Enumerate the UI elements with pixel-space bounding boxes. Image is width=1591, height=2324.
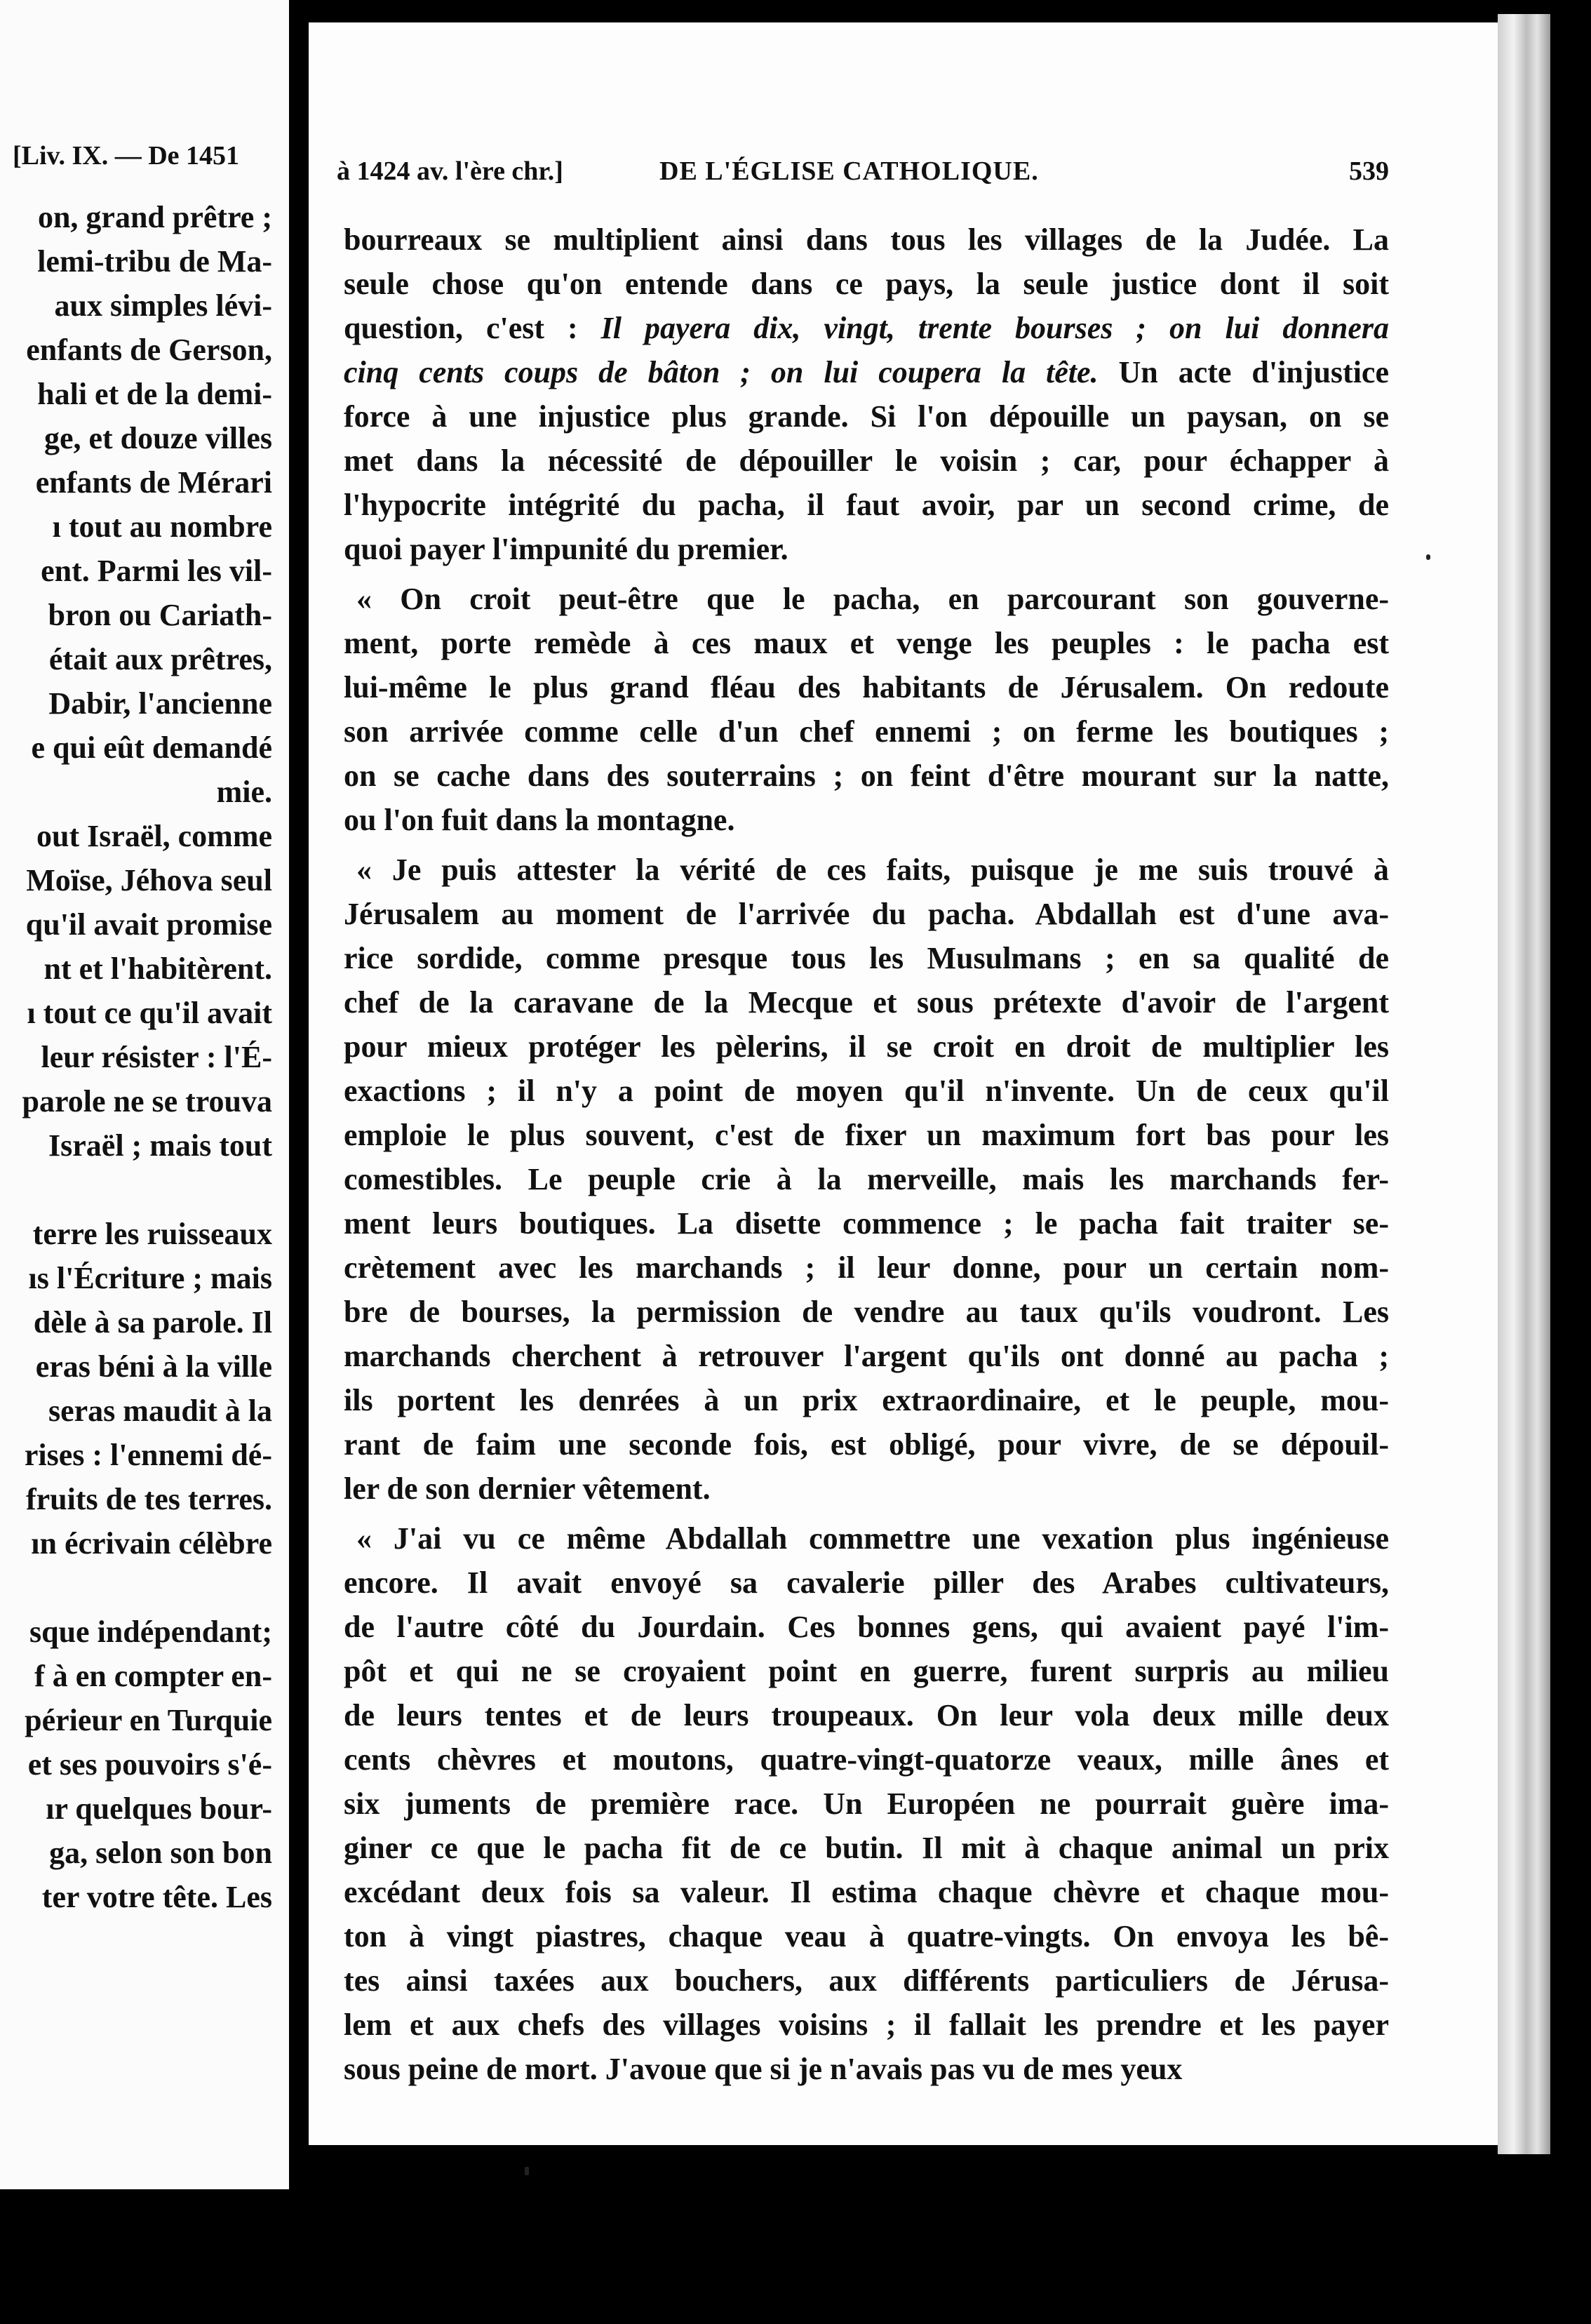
paragraph-gap xyxy=(344,842,1389,848)
left-text-line: Israël ; mais tout xyxy=(48,1128,272,1163)
paragraph xyxy=(344,1516,1389,2091)
left-text-line: e qui eût demandé xyxy=(31,730,272,765)
left-text-line: eras béni à la ville xyxy=(35,1349,272,1384)
left-text-line: leur résister : l'É- xyxy=(41,1040,272,1074)
left-text-line: Moïse, Jéhova seul xyxy=(26,863,272,897)
left-text-line: enfants de Gerson, xyxy=(26,333,272,367)
paragraph xyxy=(344,848,1389,1511)
text-line: rant de faim une seconde fois, est obligé, pour vivre, de se dépouil- xyxy=(344,1427,1389,1462)
text-line: on se cache dans des souterrains ; on feint d'être mourant sur la natte, xyxy=(344,759,1389,793)
paragraph xyxy=(344,218,1389,571)
text-line: ou l'on fuit dans la montagne. xyxy=(344,803,735,837)
text-line: force à une injustice plus grande. Si l'on dépouille un paysan, on se xyxy=(344,399,1389,434)
page-number: 539 xyxy=(1349,156,1389,186)
left-text-line: rises : l'ennemi dé- xyxy=(24,1438,272,1472)
text-line: de l'autre côté du Jourdain. Ces bonnes gens, qui avaient payé l'im- xyxy=(344,1610,1389,1644)
text-line: l'hypocrite intégrité du pacha, il faut avoir, par un second crime, de xyxy=(344,488,1389,522)
left-text-line: ent. Parmi les vil- xyxy=(41,554,272,588)
left-text-line: terre les ruisseaux xyxy=(32,1217,272,1251)
book-page-edge xyxy=(1498,14,1550,2154)
left-text-line: ga, selon son bon xyxy=(49,1836,272,1870)
left-text-line: ı tout au nombre xyxy=(52,509,272,544)
left-text-line: était aux prêtres, xyxy=(48,642,272,676)
italic-quote: cinq cents coups de bâton ; on lui coupera la tête. xyxy=(344,355,1099,389)
text-line: quoi payer l'impunité du premier. xyxy=(344,532,788,566)
text-line: excédant deux fois sa valeur. Il estima chaque chèvre et chaque mou- xyxy=(344,1875,1389,1909)
text-segment: question, c'est : xyxy=(344,311,601,345)
text-line: crètement avec les marchands ; il leur donne, pour un certain nom- xyxy=(344,1250,1389,1285)
left-text-line: dèle à sa parole. Il xyxy=(33,1305,272,1340)
header-date-range: à 1424 av. l'ère chr.] xyxy=(337,156,563,186)
text-line: tes ainsi taxées aux bouchers, aux différents particuliers de Jérusa- xyxy=(344,1963,1389,1998)
left-text-line: out Israël, comme xyxy=(36,819,272,853)
text-line: lui-même le plus grand fléau des habitants de Jérusalem. On redoute xyxy=(344,670,1389,704)
left-page-fragment xyxy=(0,0,289,2189)
left-text-line: bron ou Cariath- xyxy=(48,598,272,632)
text-line: giner ce que le pacha fit de ce butin. Il mit à chaque animal un prix xyxy=(344,1831,1389,1865)
text-line: encore. Il avait envoyé sa cavalerie piller des Arabes cultivateurs, xyxy=(344,1565,1389,1600)
text-line: « Je puis attester la vérité de ces faits, puisque je me suis trouvé à xyxy=(356,853,1389,887)
text-line: ment leurs boutiques. La disette commence ; le pacha fait traiter se- xyxy=(344,1206,1389,1241)
text-line: bre de bourses, la permission de vendre au taux qu'ils voudront. Les xyxy=(344,1295,1389,1329)
left-text-line: qu'il avait promise xyxy=(25,907,272,942)
left-text-line: et ses pouvoirs s'é- xyxy=(27,1747,272,1782)
text-line: met dans la nécessité de dépouiller le voisin ; car, pour échapper à xyxy=(344,443,1389,478)
left-text-line: lemi-tribu de Ma- xyxy=(37,244,272,279)
text-line: sous peine de mort. J'avoue que si je n'avais pas vu de mes yeux xyxy=(344,2052,1183,2086)
text-line: ils portent les denrées à un prix extraordinaire, et le peuple, mou- xyxy=(344,1383,1389,1417)
left-text-line: ge, et douze villes xyxy=(43,421,272,455)
left-text-line: mie. xyxy=(216,775,272,809)
left-text-line: ter votre tête. Les xyxy=(41,1880,272,1914)
text-line: lem et aux chefs des villages voisins ; il fallait les prendre et les payer xyxy=(344,2008,1389,2042)
text-line: comestibles. Le peuple crie à la merveille, mais les marchands fer- xyxy=(344,1162,1389,1196)
left-page-text xyxy=(0,195,272,1919)
text-line: pôt et qui ne se croyaient point en guerre, furent surpris au milieu xyxy=(344,1654,1389,1688)
left-text-line: sque indépendant; xyxy=(29,1615,272,1649)
italic-quote: Il payera dix, vingt, trente bourses ; on lui donnera xyxy=(600,311,1390,345)
text-line: « J'ai vu ce même Abdallah commettre une vexation plus ingénieuse xyxy=(356,1521,1389,1556)
text-line: ment, porte remède à ces maux et venge les peuples : le pacha est xyxy=(344,626,1389,660)
text-line xyxy=(344,350,1389,394)
left-text-line: fruits de tes terres. xyxy=(25,1482,272,1516)
left-running-header: [Liv. IX. — De 1451 xyxy=(13,141,239,171)
left-text-line: on, grand prêtre ; xyxy=(37,200,272,234)
right-page xyxy=(309,22,1498,2145)
paragraph-gap xyxy=(344,1511,1389,1516)
text-line: son arrivée comme celle d'un chef ennemi ; on ferme les boutiques ; xyxy=(344,714,1389,749)
left-text-line: ı tout ce qu'il avait xyxy=(27,996,272,1030)
left-text-line xyxy=(0,1168,272,1212)
ink-speck xyxy=(525,2167,529,2175)
left-text-line: aux simples lévi- xyxy=(54,288,272,323)
left-text-line xyxy=(0,1565,272,1610)
header-title: DE L'ÉGLISE CATHOLIQUE. xyxy=(659,156,1039,186)
text-line: exactions ; il n'y a point de moyen qu'il n'invente. Un de ceux qu'il xyxy=(344,1074,1389,1108)
text-line: marchands cherchent à retrouver l'argent qu'ils ont donné au pacha ; xyxy=(344,1339,1389,1373)
text-line: ton à vingt piastres, chaque veau à quatre-vingts. On envoya les bê- xyxy=(344,1919,1389,1954)
text-line: six juments de première race. Un Européen ne pourrait guère ima- xyxy=(344,1787,1389,1821)
left-text-line: périeur en Turquie xyxy=(25,1703,272,1737)
paragraph xyxy=(344,577,1389,842)
left-text-line: ın écrivain célèbre xyxy=(31,1526,272,1561)
text-line: seule chose qu'on entende dans ce pays, la seule justice dont il soit xyxy=(344,267,1389,301)
text-line: « On croit peut-être que le pacha, en parcourant son gouverne- xyxy=(356,582,1389,616)
left-text-line: ıs l'Écriture ; mais xyxy=(28,1261,272,1295)
running-header xyxy=(337,156,1389,195)
text-line: ler de son dernier vêtement. xyxy=(344,1471,711,1506)
left-text-line: hali et de la demi- xyxy=(37,377,272,411)
text-line: chef de la caravane de la Mecque et sous prétexte d'avoir de l'argent xyxy=(344,985,1389,1020)
text-line: Jérusalem au moment de l'arrivée du pacha. Abdallah est d'une ava- xyxy=(344,897,1389,931)
text-line: emploie le plus souvent, c'est de fixer un maximum fort bas pour les xyxy=(344,1118,1389,1152)
ink-speck xyxy=(1426,554,1430,560)
text-segment: Un acte d'injustice xyxy=(1098,355,1389,389)
left-text-line: seras maudit à la xyxy=(48,1394,272,1428)
text-line: bourreaux se multiplient ainsi dans tous les villages de la Judée. La xyxy=(344,222,1389,257)
text-line: de leurs tentes et de leurs troupeaux. On leur vola deux mille deux xyxy=(344,1698,1389,1732)
left-text-line: enfants de Mérari xyxy=(35,465,272,500)
text-line: pour mieux protéger les pèlerins, il se croit en droit de multiplier les xyxy=(344,1029,1389,1064)
left-text-line: parole ne se trouva xyxy=(22,1084,272,1118)
body-text xyxy=(344,218,1389,2091)
left-text-line: Dabir, l'ancienne xyxy=(48,686,272,721)
text-line: rice sordide, comme presque tous les Musulmans ; en sa qualité de xyxy=(344,941,1389,975)
text-line xyxy=(344,306,1389,350)
text-line: cents chèvres et moutons, quatre-vingt-quatorze veaux, mille ânes et xyxy=(344,1742,1389,1777)
paragraph-gap xyxy=(344,571,1389,577)
left-text-line: ır quelques bour- xyxy=(46,1791,272,1826)
left-text-line: f à en compter en- xyxy=(34,1659,272,1693)
left-text-line: nt et l'habitèrent. xyxy=(43,951,272,986)
